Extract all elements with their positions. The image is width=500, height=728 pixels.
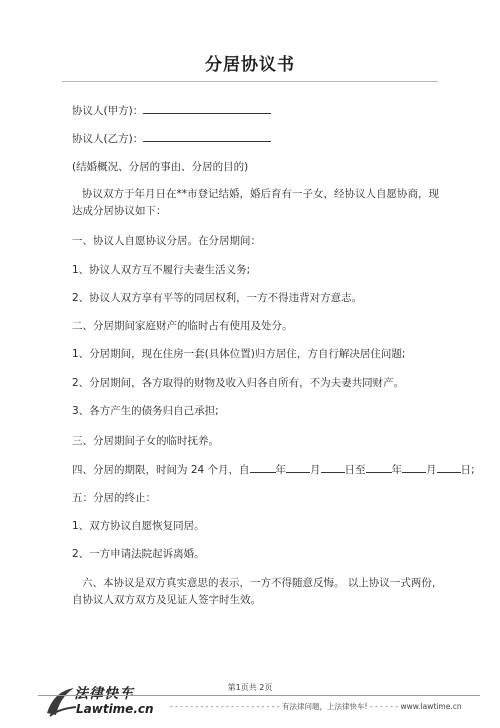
section-1-item-1: 1、协议人双方互不履行夫妻生活义务; xyxy=(72,264,251,276)
party-b-label: 协议人(乙方)： xyxy=(72,133,144,145)
party-a-line xyxy=(72,102,442,120)
end-year-blank xyxy=(366,461,392,473)
section-2-item-3: 3、各方产生的债务归自己承担; xyxy=(72,405,219,417)
document-title: 分居协议书 xyxy=(205,55,295,75)
end-month-blank xyxy=(402,461,426,473)
footer-dashes: - - - - - - - - - - - - - - - - - - - - - - xyxy=(170,702,280,711)
section-3-heading: 三、分居期间子女的临时抚养。 xyxy=(72,435,219,447)
start-month-unit: 月 xyxy=(310,464,321,476)
footer-tagline-row xyxy=(170,701,490,712)
party-b-blank xyxy=(143,130,271,142)
start-day-unit: 日至 xyxy=(344,464,366,476)
footer-dashes-2: - - - - - - xyxy=(369,702,401,711)
logo-chinese-text: 法律快车 xyxy=(74,686,134,702)
start-year-blank xyxy=(250,461,276,473)
end-year-unit: 年 xyxy=(391,464,403,476)
section-5-heading: 五：分居的终止： xyxy=(72,492,156,504)
section-4-period xyxy=(72,461,475,479)
title-divider xyxy=(62,81,438,82)
section-2-item-2: 2、分居期间，各方取得的财物及收入归各自所有，不为夫妻共同财产。 xyxy=(72,377,405,389)
section-2-heading: 二、分居期间家庭财产的临时占有使用及处分。 xyxy=(72,320,293,332)
party-a-blank xyxy=(143,102,271,114)
footer-url[interactable]: www.lawtime.cn xyxy=(400,702,462,711)
period-prefix: 四、分居的期限，时间为 24 个月，自 xyxy=(72,464,250,476)
section-1-heading: 一、协议人自愿协议分居。在分居期间： xyxy=(72,235,261,247)
end-month-unit: 月 xyxy=(426,464,437,476)
section-6-paragraph: 六、本协议是双方真实意思的表示，一方不得随意反悔。 以上协议一式两份，自协议人双方双方及见证人签字时生效。 xyxy=(72,577,443,606)
end-day-unit: 日; xyxy=(460,464,475,476)
section-5-item-2: 2、一方申请法院起诉离婚。 xyxy=(72,548,205,560)
party-b-line xyxy=(72,130,442,148)
start-day-blank xyxy=(321,461,345,473)
party-a-label: 协议人(甲方)： xyxy=(72,105,144,117)
footer-divider xyxy=(38,695,480,696)
section-2-item-1: 1、分居期间，现在住房一套(具体位置)归方居住，方自行解决居住问题; xyxy=(72,348,406,360)
start-month-blank xyxy=(286,461,310,473)
footer-tagline: 有法律问题，上法律快车! xyxy=(282,702,368,711)
logo-english-text: Lawtime.cn xyxy=(76,702,154,716)
page-number: 第1页共 2页 xyxy=(227,683,273,692)
section-5-item-1: 1、双方协议自愿恢复同居。 xyxy=(72,520,205,532)
section-1-item-2: 2、协议人双方享有平等的同居权利，一方不得违背对方意志。 xyxy=(72,292,363,304)
end-day-blank xyxy=(437,461,461,473)
intro-paragraph: 协议双方于年月日在**市登记结婚，婚后育有一子女，经协议人自愿协商，现达成分居协议如下： xyxy=(72,188,439,217)
start-year-unit: 年 xyxy=(275,464,287,476)
marriage-note: (结婚概况、分居的事由、分居的目的) xyxy=(72,161,249,173)
